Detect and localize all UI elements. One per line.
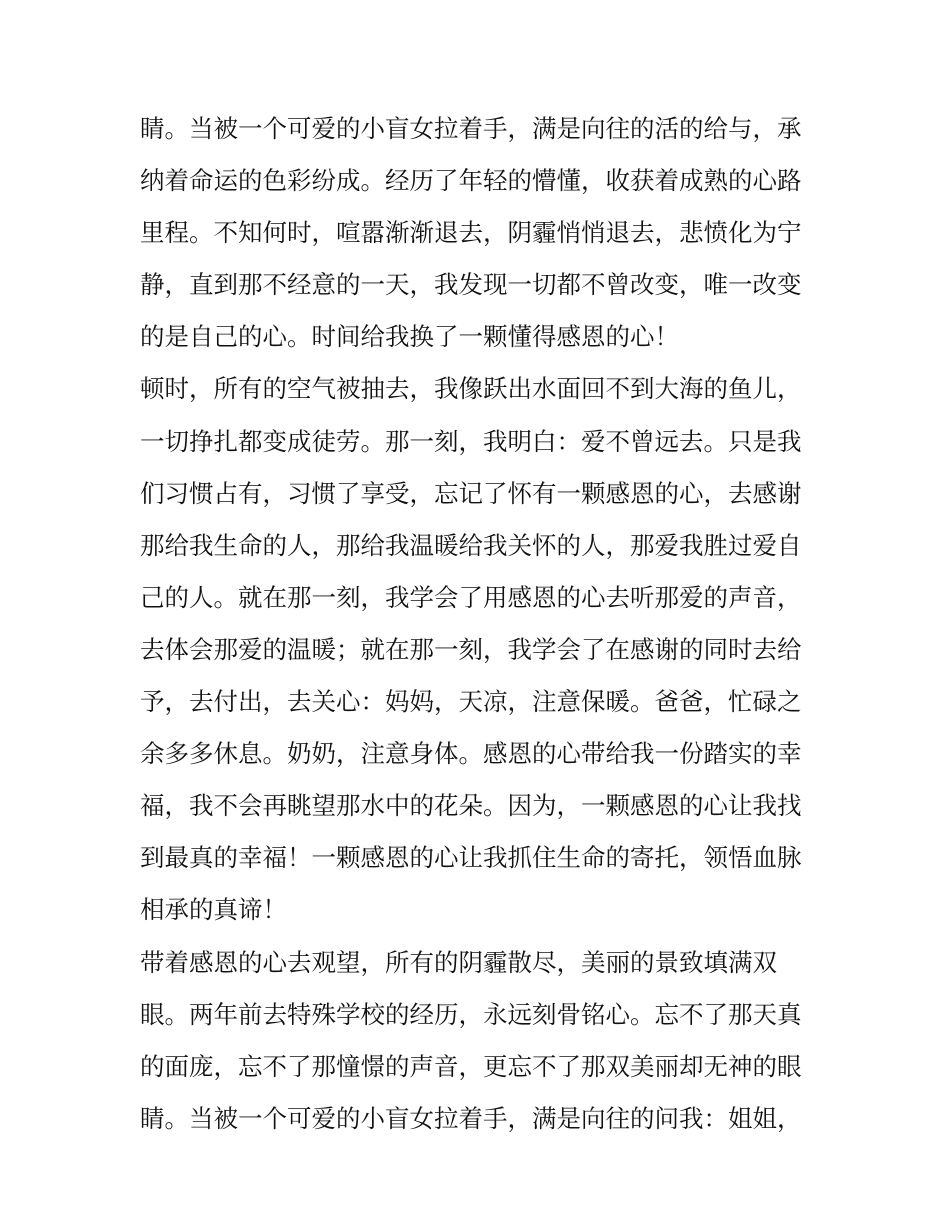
text-line: 静，直到那不经意的一天，我发现一切都不曾改变，唯一改变 [140, 270, 802, 300]
text-line: 里程。不知何时，喧嚣渐渐退去，阴霾悄悄退去，悲愤化为宁 [140, 218, 802, 248]
text-line: 纳着命运的色彩纷成。经历了年轻的懵懂，收获着成熟的心路 [140, 166, 802, 196]
text-line: 己的人。就在那一刻，我学会了用感恩的心去听那爱的声音， [140, 582, 802, 612]
text-line: 的是自己的心。时间给我换了一颗懂得感恩的心！ [140, 322, 679, 352]
text-line: 顿时，所有的空气被抽去，我像跃出水面回不到大海的鱼儿， [140, 374, 802, 404]
text-line: 们习惯占有，习惯了享受，忘记了怀有一颗感恩的心，去感谢 [140, 478, 802, 508]
text-line: 福，我不会再眺望那水中的花朵。因为，一颗感恩的心让我找 [140, 791, 802, 821]
text-line: 那给我生命的人，那给我温暖给我关怀的人，那爱我胜过爱自 [140, 530, 802, 560]
text-line: 一切挣扎都变成徒劳。那一刻，我明白：爱不曾远去。只是我 [140, 426, 802, 456]
body-text [140, 103, 820, 1145]
text-line: 带着感恩的心去观望，所有的阴霾散尽，美丽的景致填满双 [140, 947, 777, 977]
text-line: 的面庞，忘不了那憧憬的声音，更忘不了那双美丽却无神的眼 [140, 1051, 802, 1081]
text-line: 睛。当被一个可爱的小盲女拉着手，满是向往的活的给与，承 [140, 114, 802, 143]
text-line: 去体会那爱的温暖；就在那一刻，我学会了在感谢的同时去给 [140, 634, 802, 664]
text-line: 予，去付出，去关心：妈妈，天凉，注意保暖。爸爸，忙碌之 [140, 687, 802, 717]
text-line: 眼。两年前去特殊学校的经历，永远刻骨铭心。忘不了那天真 [140, 999, 802, 1029]
text-line: 相承的真谛！ [140, 895, 287, 925]
text-line: 到最真的幸福！一颗感恩的心让我抓住生命的寄托，领悟血脉 [140, 843, 802, 873]
text-line: 睛。当被一个可爱的小盲女拉着手，满是向往的问我：姐姐， [140, 1103, 802, 1133]
text-line: 余多多休息。奶奶，注意身体。感恩的心带给我一份踏实的幸 [140, 739, 802, 769]
